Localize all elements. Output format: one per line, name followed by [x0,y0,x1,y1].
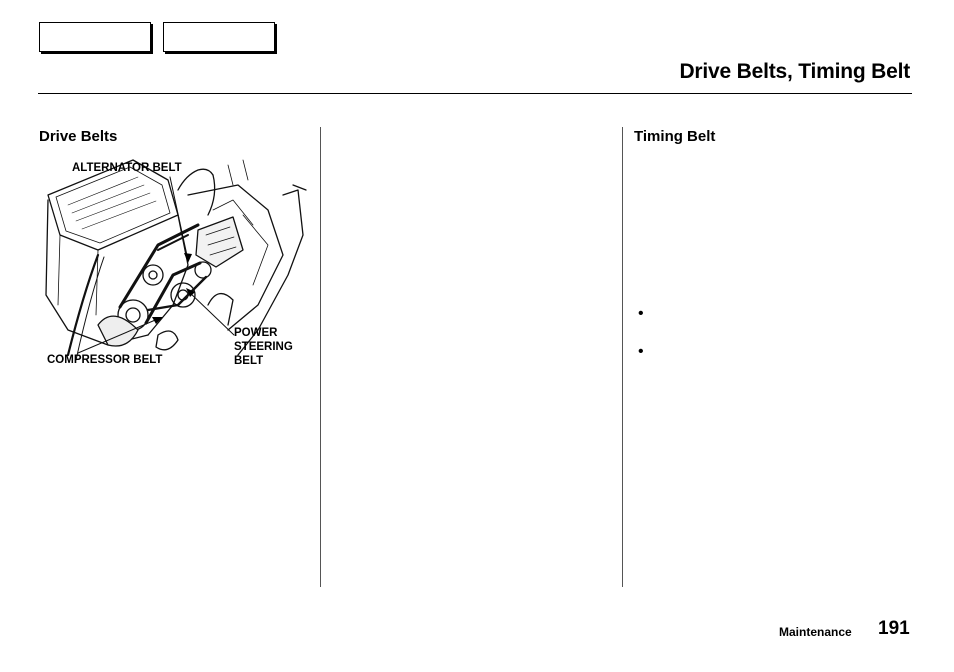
bullet-1: • [638,305,644,322]
drive-belts-heading: Drive Belts [39,128,118,145]
bullet-2: • [638,343,644,360]
title-divider [38,93,912,94]
power-steering-label-line-3: BELT [234,355,264,367]
page-number: 191 [878,618,910,639]
page-title: Drive Belts, Timing Belt [679,60,910,83]
footer-section-label: Maintenance [779,625,852,639]
nav-button-2[interactable] [163,22,275,52]
timing-belt-heading: Timing Belt [634,128,716,145]
nav-button-1[interactable] [39,22,151,52]
alternator-belt-label: ALTERNATOR BELT [72,162,182,174]
power-steering-label-line-1: POWER [234,327,278,339]
power-steering-label-line-2: STEERING [234,341,293,353]
compressor-belt-label: COMPRESSOR BELT [47,354,163,366]
column-divider-2 [622,127,623,587]
column-divider-1 [320,127,321,587]
power-steering-belt-label [234,326,293,368]
